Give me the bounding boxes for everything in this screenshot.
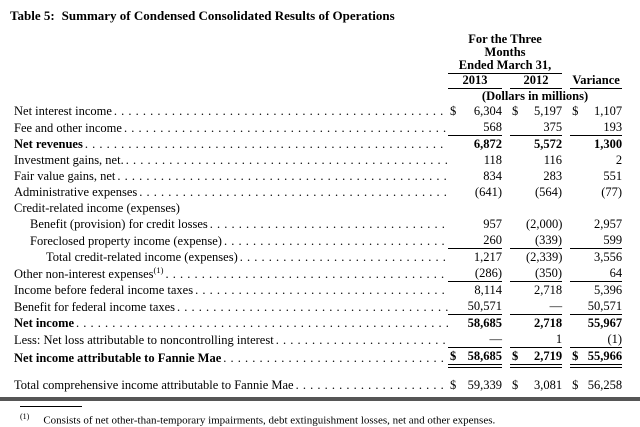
table-row (10, 298, 622, 315)
dot-leader (177, 299, 448, 315)
value-variance: 56,258 (587, 378, 623, 392)
column-gap (502, 216, 510, 232)
value-2012: 2,718 (533, 283, 563, 297)
column-gap (502, 282, 510, 299)
dollar-sign-2013 (448, 282, 464, 299)
column-gap (502, 348, 510, 367)
value-2012: 375 (526, 119, 562, 136)
row-label: Net income . . . (10, 315, 448, 332)
value-2013: 260 (464, 232, 502, 249)
value-2013: 58,685 (464, 348, 502, 367)
dollar-sign-variance (570, 136, 586, 153)
dollar-sign-2013: $ (448, 348, 464, 367)
dollar-sign-variance (570, 216, 586, 232)
value-2013: 834 (483, 169, 502, 183)
column-gap (562, 249, 570, 266)
value-variance: 1,107 (593, 104, 623, 118)
value-2013: (286) (464, 265, 502, 282)
dollar-sign-variance (570, 298, 586, 315)
value-variance: 2 (615, 153, 623, 167)
value-2013: 8,114 (474, 283, 502, 297)
dollar-sign-2013 (448, 298, 464, 315)
row-label: Income before federal income taxes . . . (10, 282, 448, 299)
table-title (10, 8, 640, 24)
value-2012: 2,719 (526, 348, 562, 367)
value-2013: 50,571 (464, 298, 502, 315)
column-gap (562, 168, 570, 184)
value-2012: (2,339) (526, 250, 563, 264)
value-variance: 64 (586, 265, 622, 282)
value-variance: 5,396 (593, 283, 623, 297)
column-gap (562, 216, 570, 232)
row-label: Other non-interest expenses$^{(1)}$ . . . (10, 265, 448, 282)
value-variance: 1,300 (593, 137, 623, 151)
dot-leader (85, 136, 448, 152)
column-gap (502, 103, 510, 119)
row-label: Net interest income . . . (10, 103, 448, 119)
column-gap (502, 152, 510, 168)
column-gap (502, 74, 510, 89)
dollar-sign-2012 (510, 265, 526, 282)
table-row (10, 265, 622, 282)
value-variance: 2,957 (593, 217, 623, 231)
header-label-spacer (10, 33, 448, 103)
dollar-sign-variance (570, 232, 586, 249)
dollar-sign-variance (570, 152, 586, 168)
dollar-sign-variance: $ (570, 348, 586, 367)
column-gap (562, 348, 570, 367)
value-2012: (339) (526, 232, 562, 249)
table-row (10, 103, 622, 119)
row-label: Net income attributable to Fannie Mae . . . (10, 348, 448, 367)
value-2013: (641) (474, 185, 502, 199)
value-variance: 193 (586, 119, 622, 136)
value-2012: 3,081 (533, 378, 563, 392)
value-2013: — (464, 331, 502, 348)
row-label: Less: Net loss attributable to noncontrolling interest . . . (10, 331, 448, 348)
column-gap (562, 265, 570, 282)
row-label: Fee and other income . . . (10, 119, 448, 136)
row-label: Benefit (provision) for credit losses . . . (10, 216, 448, 232)
value-variance: 599 (586, 232, 622, 249)
dollar-sign-2012 (510, 331, 526, 348)
page-bottom-border (0, 397, 640, 401)
footnote-reference: (1) (153, 265, 164, 275)
dollar-sign-2012 (510, 168, 526, 184)
dot-leader (124, 120, 448, 136)
footnote (20, 412, 640, 427)
value-2012: 116 (543, 153, 563, 167)
column-gap (502, 232, 510, 249)
column-gap (502, 377, 510, 393)
column-gap (562, 184, 570, 200)
value-variance: 3,556 (593, 250, 623, 264)
period-line2: Ended March 31, (458, 58, 552, 72)
dollar-sign-2012: $ (512, 378, 519, 392)
dollar-sign-2013 (448, 119, 464, 136)
table-row (10, 184, 622, 200)
column-gap (502, 119, 510, 136)
dot-leader (117, 168, 448, 184)
value-2012: 1 (526, 331, 562, 348)
dollar-sign-2012 (510, 315, 526, 332)
table-row (10, 249, 622, 266)
dot-leader (210, 216, 448, 232)
table-number: Table 5: (10, 8, 55, 23)
dot-leader (165, 266, 448, 282)
column-gap (502, 184, 510, 200)
dollar-sign-variance: $ (572, 104, 579, 118)
row-label: Net revenues . . . (10, 136, 448, 153)
dollar-sign-2012: $ (512, 104, 519, 118)
column-gap (502, 298, 510, 315)
dot-leader (76, 315, 448, 331)
column-gap (562, 103, 570, 119)
table-row (10, 377, 622, 393)
value-2012: — (526, 298, 562, 315)
column-gap (562, 119, 570, 136)
value-2012: (350) (526, 265, 562, 282)
dollar-sign-2013 (448, 136, 464, 153)
value-2012: 283 (543, 169, 563, 183)
dot-leader (224, 233, 448, 249)
dollar-sign-2012 (510, 216, 526, 232)
dollar-sign-2012 (510, 119, 526, 136)
results-table (10, 33, 622, 393)
dot-leader (195, 282, 448, 298)
value-2013: 1,217 (473, 250, 502, 264)
row-label: Total comprehensive income attributable to Fannie Mae . . . (10, 377, 448, 393)
dollar-sign-2012 (510, 184, 526, 200)
period-header (448, 33, 562, 74)
units-note: (Dollars in millions) (481, 89, 589, 103)
dollar-sign-2013: $ (450, 104, 457, 118)
dollar-sign-2013 (448, 184, 464, 200)
value-variance: 55,966 (586, 348, 622, 367)
dollar-sign-2012 (510, 232, 526, 249)
value-variance: (77) (601, 185, 623, 199)
column-gap (562, 315, 570, 332)
row-label: Fair value gains, net . . . (10, 168, 448, 184)
dollar-sign-variance (570, 315, 586, 332)
dollar-sign-2013 (448, 216, 464, 232)
dollar-sign-2012 (510, 136, 526, 153)
value-variance: (1) (586, 331, 622, 348)
value-2012: 5,197 (533, 104, 563, 118)
dollar-sign-2012 (510, 298, 526, 315)
table-row (10, 282, 622, 299)
table-row (10, 331, 622, 348)
dollar-sign-2013 (448, 152, 464, 168)
dollar-sign-2012 (510, 282, 526, 299)
dollar-sign-variance (570, 168, 586, 184)
value-2012: 5,572 (533, 137, 563, 151)
dollar-sign-2012: $ (510, 348, 526, 367)
dollar-sign-variance (570, 282, 586, 299)
column-gap (562, 331, 570, 348)
row-label: Administrative expenses . . . (10, 184, 448, 200)
footnote-text: Consists of net other-than-temporary impairments, debt extinguishment losses, net and other expenses. (43, 414, 496, 427)
column-gap (562, 282, 570, 299)
table-row (10, 152, 622, 168)
dollar-sign-2013 (448, 232, 464, 249)
value-2013: 6,872 (473, 137, 502, 151)
column-gap (502, 315, 510, 332)
dollar-sign-2013 (448, 265, 464, 282)
dot-leader (296, 377, 448, 393)
value-2012: (564) (534, 185, 563, 199)
value-variance: 55,967 (587, 316, 623, 330)
period-line1: For the Three Months (468, 32, 542, 59)
value-2013: 568 (464, 119, 502, 136)
column-gap (502, 331, 510, 348)
dollar-sign-variance (570, 184, 586, 200)
column-gap (562, 152, 570, 168)
column-gap (502, 249, 510, 266)
value-2013: 59,339 (467, 378, 502, 392)
dot-leader (114, 103, 448, 119)
value-2013: 118 (483, 153, 502, 167)
dollar-sign-2013 (448, 331, 464, 348)
column-header-2012: 2012 (510, 74, 562, 89)
column-gap (562, 298, 570, 315)
dollar-sign-variance (570, 119, 586, 136)
table-row (10, 216, 622, 232)
value-variance: 551 (603, 169, 623, 183)
value-variance: 50,571 (587, 299, 623, 313)
table-row (10, 168, 622, 184)
column-gap (562, 33, 570, 89)
dot-leader (139, 184, 448, 200)
dollar-sign-variance (570, 331, 586, 348)
column-header-variance: Variance (570, 33, 622, 89)
column-gap (502, 136, 510, 153)
header-row-period (10, 33, 622, 74)
spacer-row (10, 366, 622, 377)
column-gap (562, 232, 570, 249)
row-label: Investment gains, net. . . . (10, 152, 448, 168)
row-label: Benefit for federal income taxes . . . (10, 298, 448, 315)
dollar-sign-2013 (448, 168, 464, 184)
dollar-sign-2012 (510, 249, 526, 266)
column-gap (562, 136, 570, 153)
dollar-sign-2013 (448, 315, 464, 332)
dollar-sign-variance (570, 265, 586, 282)
table-row (10, 348, 622, 367)
dot-leader (126, 152, 448, 168)
value-2012: 2,718 (533, 316, 563, 330)
dollar-sign-variance (570, 249, 586, 266)
table-row (10, 119, 622, 136)
value-2013: 6,304 (473, 104, 502, 118)
footnote-marker: (1) (20, 412, 30, 421)
table-section-row (10, 200, 622, 216)
dollar-sign-variance: $ (572, 378, 579, 392)
table-row (10, 136, 622, 153)
dollar-sign-2013: $ (450, 378, 457, 392)
dot-leader (223, 350, 448, 366)
column-gap (562, 377, 570, 393)
column-header-2013: 2013 (448, 74, 502, 89)
value-2013: 957 (483, 217, 502, 231)
column-gap (502, 168, 510, 184)
row-label: Credit-related income (expenses) (14, 201, 180, 215)
dot-leader (276, 332, 448, 348)
table-row (10, 315, 622, 332)
dollar-sign-2012 (510, 152, 526, 168)
dot-leader (240, 249, 448, 265)
value-2013: 58,685 (467, 316, 502, 330)
value-2012: (2,000) (526, 217, 563, 231)
row-label: Foreclosed property income (expense) . . . (10, 232, 448, 249)
column-gap (502, 265, 510, 282)
footnote-divider (20, 406, 82, 407)
dollar-sign-2013 (448, 249, 464, 266)
row-label: Total credit-related income (expenses) . . . (10, 249, 448, 266)
table-row (10, 232, 622, 249)
table-title-text: Summary of Condensed Consolidated Results of Operations (61, 8, 395, 23)
